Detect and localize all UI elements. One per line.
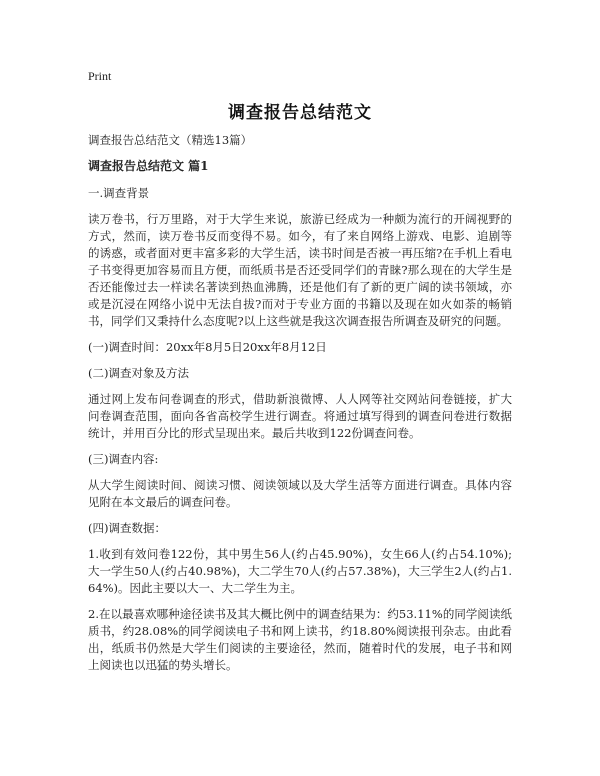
print-link[interactable]: Print	[88, 69, 112, 83]
survey-data-paragraph-1: 1.收到有效问卷122份，其中男生56人(约占45.90%)，女生66人(约占54.10%);大一学生50人(约占40.98%)，大二学生70人(约占57.38%)，大三学生2人(约占1.64%)。因此主要以大一、大二学生为主。	[88, 547, 512, 595]
survey-method-heading: (二)调查对象及方法	[88, 366, 189, 380]
document-body	[88, 132, 512, 683]
background-paragraph: 读万卷书，行万里路，对于大学生来说，旅游已经成为一种颇为流行的开阔视野的方式，然而，读万卷书反而变得不易。如今，有了来自网络上游戏、电影、追剧等的诱惑，或者面对更丰富多彩的大学生活，读书时间是否被一再压缩?在手机上看电子书变得更加容易而且方便，而纸质书是否还受同学们的青睐?那么现在的大学生是否还能像过去一样读名著读到热血沸腾，还是他们有了新的更广阔的读书领域，亦或是沉浸在网络小说中无法自拔?而对于专业方面的书籍以及现在如火如荼的畅销书，同学们又秉持什么态度呢?以上这些就是我这次调查报告所调查及研究的问题。	[88, 212, 512, 328]
document-subtitle: 调查报告总结范文（精选13篇）	[88, 133, 253, 147]
survey-method-paragraph: 通过网上发布问卷调查的形式，借助新浪微博、人人网等社交网站问卷链接，扩大问卷调查范围，面向各省高校学生进行调查。将通过填写得到的调查问卷进行数据统计，并用百分比的形式呈现出来。最后共收到122份调查问卷。	[88, 392, 512, 440]
document-title: 调查报告总结范文	[228, 103, 372, 123]
background-heading: 一.调查背景	[88, 186, 150, 200]
survey-time-line: (一)调查时间：20xx年8月5日20xx年8月12日	[88, 340, 327, 354]
survey-data-paragraph-2: 2.在以最喜欢哪种途径读书及其大概比例中的调查结果为：约53.11%的同学阅读纸质书，约28.08%的同学阅读电子书和网上读书，约18.80%阅读报刊杂志。由此看出，纸质书仍然是大学生们阅读的主要途径，然而，随着时代的发展，电子书和网上阅读也以迅猛的势头增长。	[88, 607, 512, 672]
survey-data-heading: (四)调查数据：	[88, 521, 166, 535]
section-heading: 调查报告总结范文 篇1	[88, 159, 209, 173]
survey-content-paragraph: 从大学生阅读时间、阅读习惯、阅读领域以及大学生活等方面进行调查。具体内容见附在本文最后的调查问卷。	[88, 478, 512, 509]
survey-content-heading: (三)调查内容:	[88, 452, 159, 466]
